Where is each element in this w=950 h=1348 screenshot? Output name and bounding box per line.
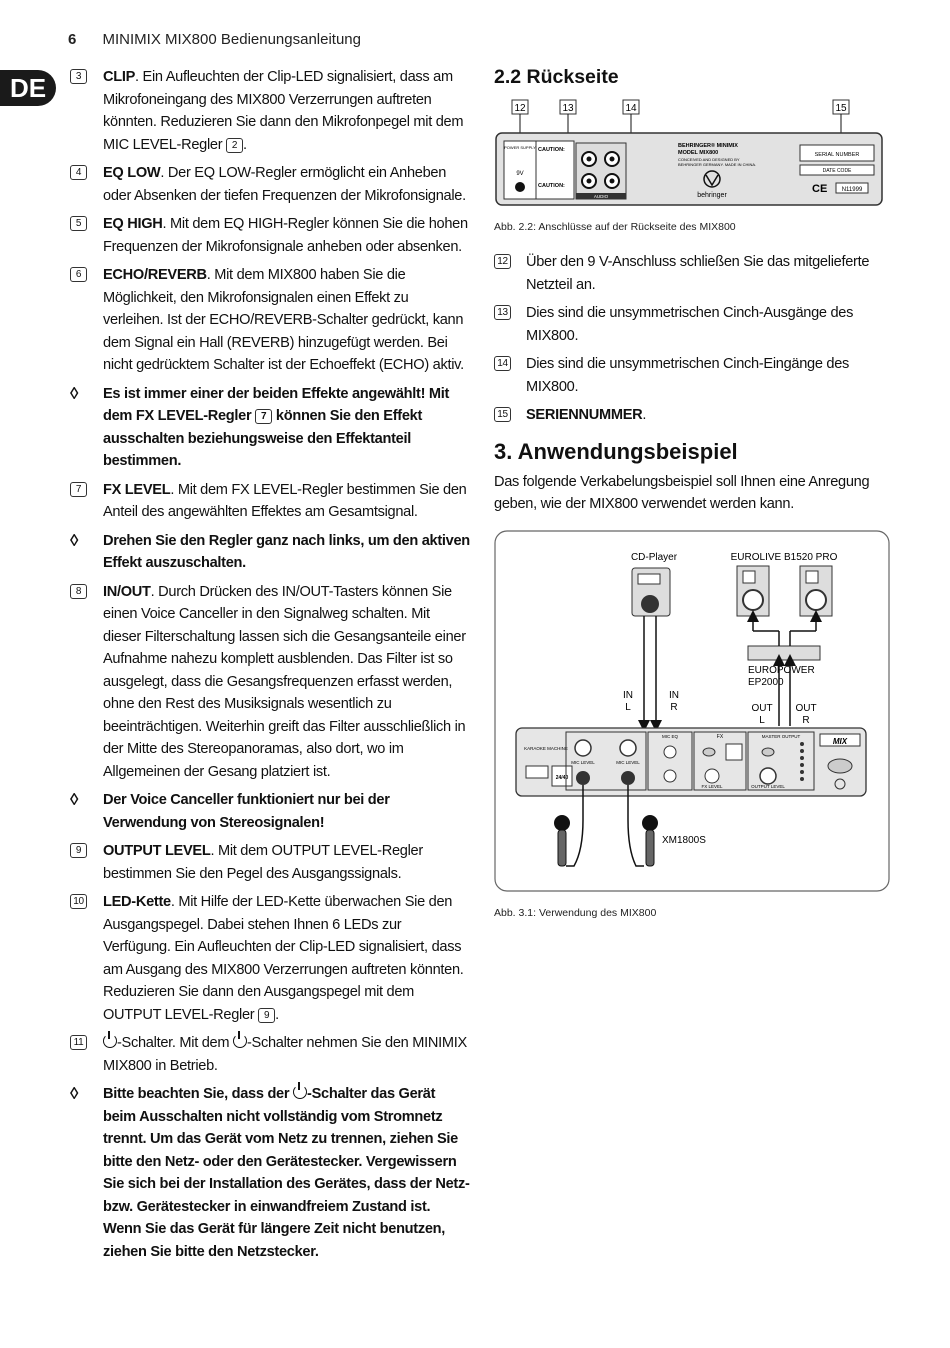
item-keyword: EQ LOW <box>103 165 161 181</box>
page-number: 6 <box>68 31 77 48</box>
item-number: 7 <box>70 482 87 497</box>
power-icon <box>293 1085 307 1099</box>
label-amp-model: EP2000 <box>748 676 784 688</box>
reference-number: 7 <box>255 409 272 424</box>
item-text: Drehen Sie den Regler ganz nach links, um den aktiven Effekt auszuschalten. <box>103 532 470 571</box>
item-number: 12 <box>494 254 511 269</box>
item-number: 4 <box>70 165 87 180</box>
svg-text:AUDIO: AUDIO <box>593 194 609 199</box>
reference-number: 2 <box>226 138 243 153</box>
label-microphone: XM1800S <box>662 834 706 846</box>
item-keyword: EQ HIGH <box>103 216 163 232</box>
svg-text:CONCEIVED AND DESIGNED BY: CONCEIVED AND DESIGNED BY <box>678 157 740 162</box>
note-item <box>70 789 470 834</box>
item-keyword: ECHO/REVERB <box>103 267 207 283</box>
section-heading-rear: 2.2 Rückseite <box>494 66 619 88</box>
svg-text:14: 14 <box>625 103 637 114</box>
note-diamond-icon: ◊ <box>70 383 79 403</box>
svg-text:FX: FX <box>716 733 724 740</box>
svg-text:IN: IN <box>623 689 633 701</box>
list-item: 10 LED-Kette. Mit Hilfe der LED-Kette überwachen Sie den Ausgangspegel. Dabei stehen Ihnen 6 LEDs zur Verfügung. Ein Aufleuchten der Clip-LED signalisiert, dass am Ausgang des MIX800 Verzerrungen auftreten könnten. Reduzieren Sie dann den Ausgangspegel mit dem OUTPUT LEVEL-Regler 9 . <box>70 891 470 1026</box>
item-number: 5 <box>70 216 87 231</box>
rear-panel-figure <box>494 97 894 212</box>
item-number: 11 <box>70 1035 87 1050</box>
svg-text:15: 15 <box>835 103 847 114</box>
note-diamond-icon: ◊ <box>70 790 79 809</box>
item-text: . Mit dem MIX800 haben Sie die Möglichkeit, den Mikrofonsignalen einen Effekt zu verleihen. Ist der ECHO/REVERB-Schalter gedrückt, kann dem Signal ein Hall (REVERB) hinzugefügt werden. Bei nicht gedrücktem Schalter ist der Echoeffekt (ECHO) aktiv. <box>103 267 464 373</box>
list-item <box>70 840 470 885</box>
item-text: . Ein Aufleuchten der Clip-LED signalisiert, dass am Mikrofoneingang des MIX800 Verzerrungen auftreten könnten. Reduzieren Sie dann den Mikrofonpegel mit dem MIC LEVEL-Regler <box>103 69 464 153</box>
svg-text:24/40: 24/40 <box>555 774 569 781</box>
item-text: SERIENNUMMER <box>526 407 643 423</box>
svg-text:9V: 9V <box>516 171 524 177</box>
list-item <box>70 213 470 258</box>
application-diagram <box>494 530 890 892</box>
item-number: 8 <box>70 584 87 599</box>
rear-list-item <box>494 302 894 347</box>
item-number: 6 <box>70 267 87 282</box>
svg-text:MIC EQ: MIC EQ <box>661 733 679 739</box>
figure-caption-rear: Abb. 2.2: Anschlüsse auf der Rückseite des MIX800 <box>494 221 736 233</box>
item-text: Über den 9 V-Anschluss schließen Sie das mitgelieferte Netzteil an. <box>526 254 870 293</box>
svg-text:IN: IN <box>669 689 679 701</box>
figure-caption-application: Abb. 3.1: Verwendung des MIX800 <box>494 906 657 919</box>
svg-text:DATE CODE: DATE CODE <box>822 168 852 174</box>
rear-list-item: 15 SERIENNUMMER. <box>494 404 894 427</box>
svg-text:MIC LEVEL: MIC LEVEL <box>571 759 595 765</box>
item-keyword: LED-Kette <box>103 894 171 910</box>
list-item <box>70 479 470 524</box>
svg-text:N11999: N11999 <box>841 187 863 193</box>
item-text: Dies sind die unsymmetrischen Cinch-Eingänge des MIX800. <box>526 356 850 395</box>
note-diamond-icon: ◊ <box>70 1084 79 1103</box>
note-item: ◊ Es ist immer einer der beiden Effekte angewählt! Mit dem FX LEVEL-Regler 7 können Sie den Effekt ausschalten beziehungsweise den Effektanteil bestimmen. <box>70 383 450 469</box>
item-number: 9 <box>70 843 87 858</box>
svg-text:FX LEVEL: FX LEVEL <box>701 783 723 789</box>
svg-text:MIC LEVEL: MIC LEVEL <box>616 759 640 765</box>
svg-text:MASTER OUTPUT: MASTER OUTPUT <box>761 733 801 739</box>
svg-text:13: 13 <box>562 103 574 114</box>
list-item <box>70 162 470 207</box>
svg-text:OUTPUT LEVEL: OUTPUT LEVEL <box>751 783 785 789</box>
svg-text:MIX: MIX <box>832 736 848 746</box>
svg-text:R: R <box>670 701 678 713</box>
item-text: Es ist immer einer der beiden Effekte angewählt! Mit dem FX LEVEL-Regler <box>103 385 450 424</box>
power-icon <box>103 1034 117 1048</box>
item-text: . Mit dem EQ HIGH-Regler können Sie die hohen Frequenzen der Mikrofonsignale anheben oder absenken. <box>103 216 468 255</box>
power-icon <box>233 1034 247 1048</box>
left-column <box>70 66 470 1269</box>
item-number: 15 <box>494 407 511 422</box>
svg-text:12: 12 <box>514 103 526 114</box>
item-number: 10 <box>70 894 87 909</box>
svg-text:BEHRINGER GERMANY. MADE IN CHI: BEHRINGER GERMANY. MADE IN CHINA. <box>678 162 757 167</box>
list-item-power-switch: 11 -Schalter. Mit dem -Schalter nehmen Sie den MINIMIX MIX800 in Betrieb. <box>70 1032 470 1077</box>
item-number: 3 <box>70 69 87 84</box>
list-item <box>70 264 470 377</box>
list-item: 3 CLIP. Ein Aufleuchten der Clip-LED signalisiert, dass am Mikrofoneingang des MIX800 Verzerrungen auftreten könnten. Reduzieren Sie dann den Mikrofonpegel mit dem MIC LEVEL-Regler 2 . <box>70 66 470 156</box>
manual-title: MINIMIX MIX800 Bedienungsanleitung <box>102 31 361 48</box>
svg-text:SERIAL NUMBER: SERIAL NUMBER <box>814 152 860 158</box>
item-keyword: FX LEVEL <box>103 481 171 498</box>
section-heading-application: 3. Anwendungsbeispiel <box>494 438 738 464</box>
svg-text:OUT: OUT <box>795 702 817 714</box>
page-header <box>68 31 361 48</box>
label-amp-name: EUROPOWER <box>748 664 815 676</box>
svg-text:MODEL MIX800: MODEL MIX800 <box>678 150 719 156</box>
svg-text:OUT: OUT <box>751 702 773 714</box>
svg-text:KARAOKE MACHINE: KARAOKE MACHINE <box>524 745 568 751</box>
list-item <box>70 581 470 784</box>
amplifier-icon <box>748 646 820 660</box>
svg-text:L: L <box>625 701 631 713</box>
rear-list-item <box>494 353 894 398</box>
label-cd-player: CD-Player <box>630 551 678 563</box>
note-item <box>70 530 470 575</box>
svg-text:L: L <box>759 714 765 726</box>
item-text: . Mit dem OUTPUT LEVEL-Regler bestimmen Sie den Pegel des Ausgangssignals. <box>103 843 423 882</box>
item-number: 14 <box>494 356 511 371</box>
item-number: 13 <box>494 305 511 320</box>
rear-list-item <box>494 251 894 296</box>
item-text: Der Voice Canceller funktioniert nur bei der Verwendung von Stereosignalen! <box>103 792 390 831</box>
rca-jacks <box>576 143 626 199</box>
note-diamond-icon: ◊ <box>70 530 79 550</box>
item-keyword: CLIP <box>103 69 136 85</box>
label-speakers: EUROLIVE B1520 PRO <box>730 551 838 563</box>
application-intro: Das folgende Verkabelungsbeispiel soll Ihnen eine Anregung geben, wie der MIX800 verwendet werden kann. <box>494 473 870 512</box>
right-column <box>494 66 894 919</box>
item-text: . Mit Hilfe der LED-Kette überwachen Sie den Ausgangspegel. Dabei stehen Ihnen 6 LEDs zur Verfügung. Ein Aufleuchten der Clip-LED signalisiert, dass am Ausgang des MIX800 Verzerrungen auftreten könnten. Reduzieren Sie dann den Ausgangspegel mit dem OUTPUT LEVEL-Regler <box>103 894 464 1023</box>
svg-text:behringer: behringer <box>697 192 727 199</box>
item-text: . Der EQ LOW-Regler ermöglicht ein Anheben oder Absenken der tiefen Frequenzen der Mikrofonsignale. <box>103 165 466 204</box>
svg-text:R: R <box>802 714 810 726</box>
item-keyword: IN/OUT <box>103 583 151 600</box>
item-keyword: OUTPUT LEVEL <box>103 843 211 859</box>
svg-text:CAUTION:: CAUTION: <box>538 183 565 189</box>
svg-text:CAUTION:: CAUTION: <box>538 147 565 153</box>
svg-text:POWER SUPPLY: POWER SUPPLY <box>504 145 536 150</box>
reference-number: 9 <box>258 1008 275 1023</box>
svg-text:BEHRINGER® MINIMIX: BEHRINGER® MINIMIX <box>678 143 738 149</box>
svg-text:CE: CE <box>812 183 828 195</box>
item-text: . Mit dem FX LEVEL-Regler bestimmen Sie den Anteil des angewählten Effektes am Gesamtsignal. <box>103 481 467 520</box>
item-text: Dies sind die unsymmetrischen Cinch-Ausgänge des MIX800. <box>526 305 854 344</box>
language-tab: DE <box>0 70 56 106</box>
note-power-warning: ◊ Bitte beachten Sie, dass der -Schalter das Gerät beim Ausschalten nicht vollständig vom Stromnetz trennt. Um das Gerät vom Netz zu trennen, ziehen Sie bitte den Netz- oder den Gerätestecker. Vergewissern Sie sich bei der Installation des Gerätes, dass der Netz- bzw. Gerätestecker in einwandfreiem Zustand ist. Wenn Sie das Gerät für längere Zeit nicht benutzen, ziehen Sie bitte den Netzstecker. <box>70 1084 470 1260</box>
item-text: . Durch Drücken des IN/OUT-Tasters können Sie einen Voice Canceller in den Signalweg schalten. Mit dieser Filterschaltung lassen sich die Gesangsanteile einer Aufnahme nahezu komplett ausblenden. Das Filter ist so ausgelegt, dass die Gesangsfrequenzen erfasst werden, ohne den Rest des Musiksignals wesentlich zu beeinträchtigen. Weiterhin greift das Filter ausschließlich in der Mitte des Stereopanoramas, also dort, wo im Allgemeinen der Gesang platziert ist. <box>103 583 466 780</box>
